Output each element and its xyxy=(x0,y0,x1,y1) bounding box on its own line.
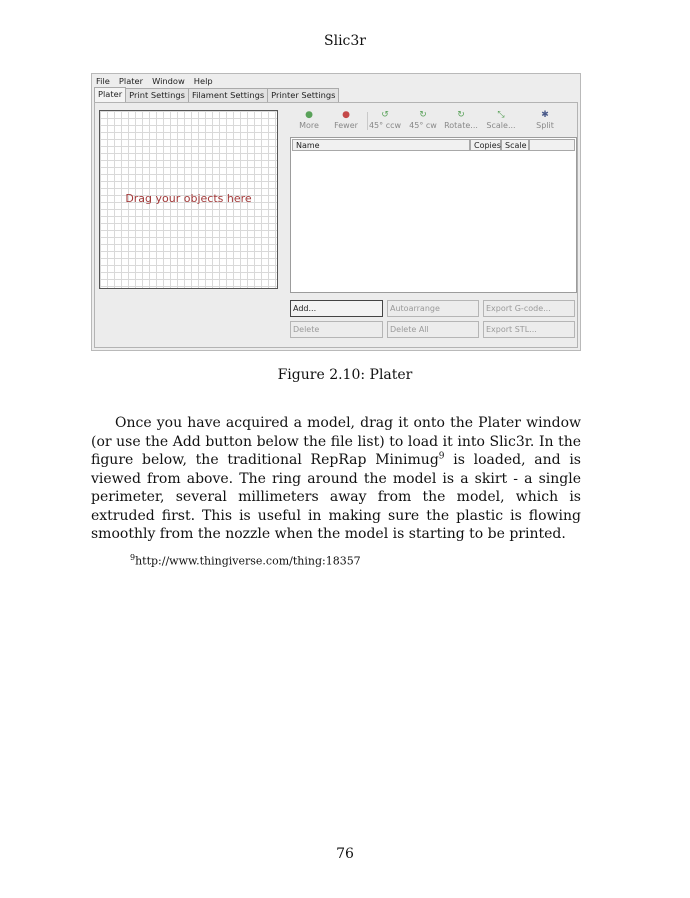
menu-help[interactable]: Help xyxy=(193,76,213,86)
scale-label: Scale... xyxy=(486,121,516,130)
split-icon: ✱ xyxy=(541,110,549,120)
tab-print-settings[interactable]: Print Settings xyxy=(125,88,189,102)
export-gcode-button[interactable]: Export G-code... xyxy=(483,300,575,317)
footnote-mark: 9 xyxy=(438,451,445,462)
fewer-button[interactable] xyxy=(327,108,365,130)
menu-window[interactable]: Window xyxy=(152,76,185,86)
more-button[interactable] xyxy=(290,108,328,130)
column-spacer xyxy=(529,139,575,151)
plus-icon: ● xyxy=(305,110,313,120)
rotate-label: Rotate... xyxy=(444,121,478,130)
minus-icon: ● xyxy=(342,110,350,120)
tab-filament-settings[interactable]: Filament Settings xyxy=(188,88,268,102)
add-button[interactable]: Add... xyxy=(290,300,383,317)
split-button[interactable] xyxy=(526,108,564,130)
print-bed-canvas[interactable] xyxy=(99,110,278,289)
scale-icon: ⤡ xyxy=(497,110,505,120)
menu-plater[interactable]: Plater xyxy=(118,76,144,86)
paragraph-text-end: is loaded, and is viewed from above. The ring around the model is a skirt - a single perimeter, several millimeters away from the model, which is extruded first. This is useful in making sure the plastic is flowing smoothly from the nozzle when the model is starting to be printed. xyxy=(91,452,581,542)
scale-button[interactable] xyxy=(482,108,520,130)
menu-file[interactable]: File xyxy=(96,76,110,86)
more-label: More xyxy=(299,121,319,130)
object-list-header xyxy=(292,139,575,151)
menu-bar xyxy=(92,74,580,88)
delete-button[interactable]: Delete xyxy=(290,321,383,338)
plater-toolbar xyxy=(290,108,582,136)
object-list[interactable] xyxy=(290,137,577,293)
footnote-url: http://www.thingiverse.com/thing:18357 xyxy=(135,554,361,568)
plater-panel xyxy=(94,102,578,348)
rotate-cw-icon: ↻ xyxy=(419,110,427,120)
rotate-cw-button[interactable] xyxy=(404,108,442,130)
rotate-cw-label: 45° cw xyxy=(409,121,437,130)
export-stl-button[interactable]: Export STL... xyxy=(483,321,575,338)
autoarrange-button[interactable]: Autoarrange xyxy=(387,300,479,317)
rotate-button[interactable] xyxy=(442,108,480,130)
tab-bar xyxy=(92,88,338,102)
footnote-number: 9 xyxy=(130,553,136,562)
body-paragraph xyxy=(91,414,581,544)
rotate-icon: ↻ xyxy=(457,110,465,120)
rotate-ccw-button[interactable] xyxy=(366,108,404,130)
running-head: Slic3r xyxy=(324,33,366,49)
column-name[interactable]: Name xyxy=(292,139,470,151)
figure-caption: Figure 2.10: Plater xyxy=(277,367,413,383)
column-scale[interactable]: Scale xyxy=(501,139,529,151)
tab-printer-settings[interactable]: Printer Settings xyxy=(267,88,339,102)
rotate-ccw-label: 45° ccw xyxy=(368,121,402,130)
tab-plater[interactable]: Plater xyxy=(94,87,126,103)
page-number: 76 xyxy=(336,846,354,862)
fewer-label: Fewer xyxy=(334,121,358,130)
column-copies[interactable]: Copies xyxy=(470,139,501,151)
drag-hint: Drag your objects here xyxy=(125,192,252,205)
footnote xyxy=(130,553,361,568)
paragraph-text-start: Once you have acquired a model, drag it onto the Plater window (or use the Add button below the file list) to load it into Slic3r. In the figure below, the traditional RepRap Minimug xyxy=(91,415,581,468)
slic3r-window-screenshot xyxy=(91,73,581,351)
delete-all-button[interactable]: Delete All xyxy=(387,321,479,338)
rotate-ccw-icon: ↺ xyxy=(381,110,389,120)
split-label: Split xyxy=(536,121,554,130)
